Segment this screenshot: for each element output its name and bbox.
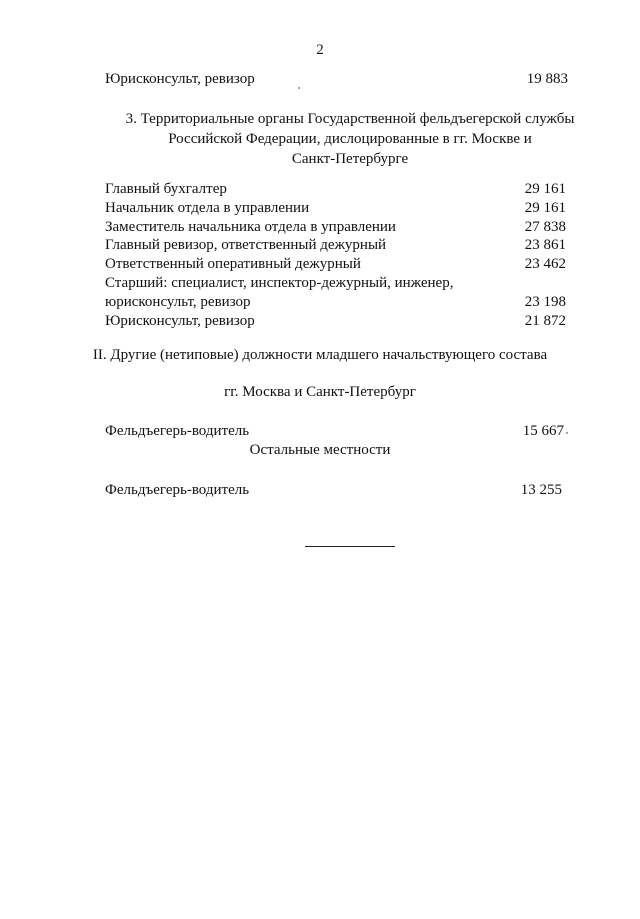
section2-row-label: Фельдъегерь-водитель	[105, 482, 250, 498]
section2-row-value: 13 255	[520, 482, 562, 498]
section2-row-value: 15 667	[522, 423, 564, 439]
section2-row-label: Фельдъегерь-водитель	[105, 423, 250, 439]
table-row-label: Ответственный оперативный дежурный	[105, 256, 361, 272]
scan-speck	[298, 87, 300, 89]
table-row-value: 29 161	[524, 200, 566, 216]
section3-heading-line: Российской Федерации, дислоцированные в гг. Москве и	[168, 131, 532, 147]
table-row-value: 27 838	[524, 219, 566, 235]
table-row-label: Начальник отдела в управлении	[105, 200, 310, 216]
table-row-label: юрисконсульт, ревизор	[105, 294, 251, 310]
section3-heading	[100, 109, 600, 169]
table-row-label: Юрисконсульт, ревизор	[105, 313, 255, 329]
table-row-label: Заместитель начальника отдела в управлении	[105, 219, 396, 235]
section2-heading: II. Другие (нетиповые) должности младшего начальствующего состава	[92, 347, 548, 363]
section2-subheading: Остальные местности	[249, 442, 391, 458]
section3-heading-line: 3. Территориальные органы Государственной фельдъегерской службы	[125, 111, 575, 127]
scan-speck	[566, 432, 568, 434]
table-row-label: Главный бухгалтер	[105, 181, 227, 197]
table-row-value: 21 872	[524, 313, 566, 329]
table-row-value: 23 462	[524, 256, 566, 272]
end-divider	[305, 546, 395, 547]
section2-subheading: гг. Москва и Санкт-Петербург	[224, 384, 416, 400]
table-row-value: 23 198	[524, 294, 566, 310]
page-number: 2	[316, 42, 324, 58]
section3-heading-line: Санкт-Петербурге	[291, 151, 409, 167]
table-row-value: 23 861	[524, 237, 566, 253]
table-row-label: Главный ревизор, ответственный дежурный	[105, 237, 387, 253]
top-row-label: Юрисконсульт, ревизор	[105, 71, 255, 87]
top-row-value: 19 883	[526, 71, 568, 87]
table-row-label: Старший: специалист, инспектор-дежурный, инженер,	[105, 275, 454, 291]
table-row-value: 29 161	[524, 181, 566, 197]
